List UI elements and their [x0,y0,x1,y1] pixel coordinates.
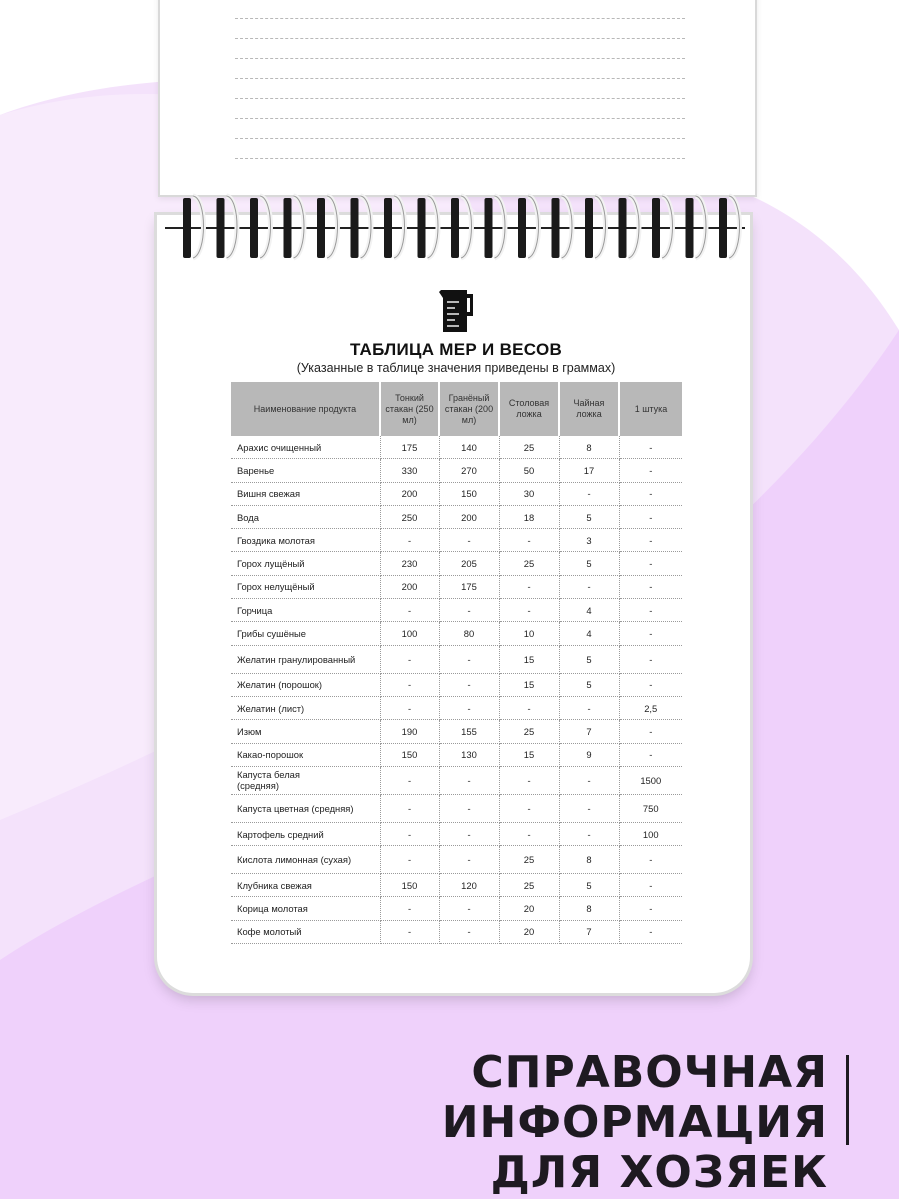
value-cell: - [439,920,499,943]
value-cell: - [619,673,682,696]
table-header-row [231,382,682,436]
product-name-cell: Горчица [231,599,380,622]
value-cell: 8 [559,897,619,920]
value-cell: - [619,552,682,575]
product-name-cell: Вишня свежая [231,482,380,505]
value-cell: 25 [499,436,559,459]
header-one-piece: 1 штука [619,382,682,436]
value-cell: - [439,696,499,719]
value-cell: - [380,794,439,822]
value-cell: - [380,529,439,552]
value-cell: 7 [559,720,619,743]
value-cell: - [439,529,499,552]
value-cell: 3 [559,529,619,552]
table-row [231,505,682,528]
product-name-cell: Грибы сушёные [231,622,380,645]
product-name-cell: Картофель средний [231,822,380,845]
value-cell: - [380,822,439,845]
value-cell: 150 [380,743,439,766]
value-cell: 1500 [619,766,682,794]
value-cell: - [619,720,682,743]
value-cell: - [380,673,439,696]
value-cell: - [499,696,559,719]
product-name-cell: Горох нелущёный [231,575,380,598]
value-cell: 5 [559,505,619,528]
product-name-cell: Желатин (лист) [231,696,380,719]
product-name-cell: Капуста белая (средняя) [231,766,380,794]
value-cell: - [619,622,682,645]
value-cell: 200 [439,505,499,528]
value-cell: - [619,505,682,528]
table-row [231,766,682,794]
spiral-binding [165,186,745,266]
table-row [231,599,682,622]
value-cell: 80 [439,622,499,645]
value-cell: 100 [619,822,682,845]
table-row [231,920,682,943]
measuring-jug-icon [437,288,477,334]
value-cell: - [619,743,682,766]
value-cell: 10 [499,622,559,645]
header-thin-glass: Тонкий стакан (250 мл) [380,382,439,436]
table-row [231,552,682,575]
product-name-cell: Клубника свежая [231,874,380,897]
value-cell: - [559,482,619,505]
value-cell: 5 [559,552,619,575]
value-cell: 25 [499,874,559,897]
value-cell: 25 [499,846,559,874]
value-cell: - [619,645,682,673]
value-cell: - [559,766,619,794]
table-row [231,874,682,897]
ruled-line [235,18,685,19]
value-cell: 9 [559,743,619,766]
ruled-line [235,58,685,59]
value-cell: - [559,794,619,822]
value-cell: 140 [439,436,499,459]
product-name-cell: Какао-порошок [231,743,380,766]
value-cell: 175 [439,575,499,598]
header-product: Наименование продукта [231,382,380,436]
table-row [231,673,682,696]
value-cell: - [380,897,439,920]
value-cell: - [559,696,619,719]
value-cell: 100 [380,622,439,645]
header-faceted-glass: Гранёный стакан (200 мл) [439,382,499,436]
table-row [231,743,682,766]
value-cell: - [380,599,439,622]
value-cell: 155 [439,720,499,743]
value-cell: 4 [559,599,619,622]
table-row [231,529,682,552]
value-cell: 270 [439,459,499,482]
value-cell: 205 [439,552,499,575]
value-cell: 150 [380,874,439,897]
value-cell: 120 [439,874,499,897]
product-name-cell: Кислота лимонная (сухая) [231,846,380,874]
ruled-line [235,138,685,139]
value-cell: 330 [380,459,439,482]
value-cell: - [619,897,682,920]
value-cell: 750 [619,794,682,822]
value-cell: - [439,897,499,920]
product-name-cell: Изюм [231,720,380,743]
value-cell: - [439,766,499,794]
value-cell: - [619,874,682,897]
ruled-line [235,38,685,39]
table-row [231,696,682,719]
value-cell: 8 [559,846,619,874]
value-cell: 150 [439,482,499,505]
value-cell: - [619,529,682,552]
value-cell: - [380,846,439,874]
value-cell: - [439,599,499,622]
value-cell: - [380,696,439,719]
ruled-line [235,118,685,119]
product-name-cell: Гвоздика молотая [231,529,380,552]
value-cell: - [559,575,619,598]
table-row [231,645,682,673]
value-cell: - [499,529,559,552]
product-name-cell: Варенье [231,459,380,482]
measures-table [231,382,682,944]
value-cell: 20 [499,920,559,943]
ruled-line [235,158,685,159]
product-name-cell: Вода [231,505,380,528]
table-row [231,436,682,459]
value-cell: 30 [499,482,559,505]
value-cell: 175 [380,436,439,459]
product-name-cell: Кофе молотый [231,920,380,943]
value-cell: - [619,459,682,482]
value-cell: 15 [499,645,559,673]
header-teaspoon: Чайная ложка [559,382,619,436]
value-cell: 17 [559,459,619,482]
value-cell: 200 [380,482,439,505]
ruled-line [235,78,685,79]
product-name-cell: Желатин гранулированный [231,645,380,673]
value-cell: 2,5 [619,696,682,719]
value-cell: - [619,482,682,505]
table-row [231,622,682,645]
value-cell: 200 [380,575,439,598]
notebook-top-page [158,0,757,197]
value-cell: 15 [499,673,559,696]
value-cell: - [619,599,682,622]
table-row [231,720,682,743]
value-cell: - [619,920,682,943]
value-cell: 50 [499,459,559,482]
caption-line-1: СПРАВОЧНАЯ ИНФОРМАЦИЯ [441,1047,828,1148]
value-cell: - [439,645,499,673]
value-cell: 4 [559,622,619,645]
value-cell: - [499,575,559,598]
value-cell: - [619,436,682,459]
table-row [231,897,682,920]
value-cell: - [499,794,559,822]
value-cell: 7 [559,920,619,943]
value-cell: - [499,822,559,845]
value-cell: - [619,575,682,598]
value-cell: - [439,822,499,845]
caption-line-2: ДЛЯ ХОЗЯЕК [490,1147,828,1198]
value-cell: 18 [499,505,559,528]
header-tablespoon: Столовая ложка [499,382,559,436]
table-subtitle: (Указанные в таблице значения приведены в граммах) [296,361,616,375]
value-cell: - [380,766,439,794]
table-row [231,846,682,874]
value-cell: 130 [439,743,499,766]
product-name-cell: Арахис очищенный [231,436,380,459]
product-name-cell: Корица молотая [231,897,380,920]
value-cell: - [439,846,499,874]
table-row [231,459,682,482]
table-row [231,482,682,505]
value-cell: - [439,673,499,696]
value-cell: 230 [380,552,439,575]
ruled-line [235,98,685,99]
value-cell: 5 [559,645,619,673]
value-cell: 5 [559,874,619,897]
caption-divider [846,1055,849,1145]
value-cell: - [380,645,439,673]
value-cell: - [439,794,499,822]
value-cell: 190 [380,720,439,743]
table-row [231,822,682,845]
value-cell: 8 [559,436,619,459]
value-cell: - [619,846,682,874]
product-name-cell: Горох лущёный [231,552,380,575]
product-name-cell: Желатин (порошок) [231,673,380,696]
value-cell: 25 [499,552,559,575]
caption [150,1048,828,1198]
value-cell: 20 [499,897,559,920]
table-row [231,794,682,822]
value-cell: 25 [499,720,559,743]
value-cell: - [499,599,559,622]
value-cell: 15 [499,743,559,766]
table-row [231,575,682,598]
product-name-cell: Капуста цветная (средняя) [231,794,380,822]
value-cell: - [559,822,619,845]
table-title: ТАБЛИЦА МЕР И ВЕСОВ [349,340,563,359]
value-cell: 250 [380,505,439,528]
value-cell: - [499,766,559,794]
value-cell: 5 [559,673,619,696]
value-cell: - [380,920,439,943]
